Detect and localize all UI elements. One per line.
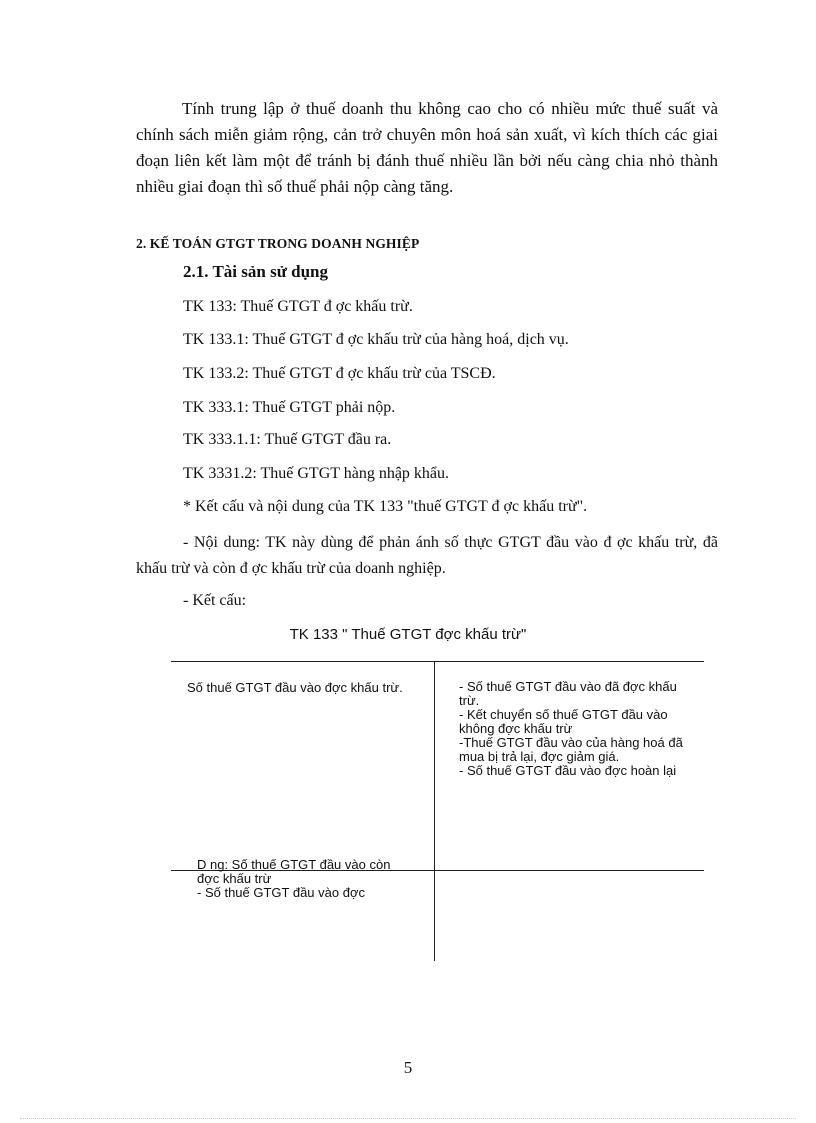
intro-paragraph: Tính trung lập ở thuế doanh thu không cao cho có nhiều mức thuế suất và chính sách miễn giảm rộng, cản trở chuyên môn hoá sản xuất, vì kích thích các giai đoạn liên kết làm một để tránh bị đánh thuế nhiều lần bởi nếu càng chia nhỏ thành nhiều giai đoạn thì số thuế phải nộp càng tăng. bbox=[136, 99, 718, 196]
t-account-title: TK 133 " Thuế GTGT đợc khấu trừ" bbox=[289, 626, 527, 643]
page-number: 5 bbox=[403, 1058, 413, 1077]
credit-entry: -Thuế GTGT đầu vào của hàng hoá đã mua bị trả lại, đợc giảm giá. bbox=[459, 735, 683, 764]
t-account-divider bbox=[434, 661, 435, 961]
t-account-balance bbox=[197, 858, 409, 900]
page-bottom-dotted-rule bbox=[20, 1118, 796, 1119]
credit-entry: - Số thuế GTGT đầu vào đã đợc khấu trừ. bbox=[459, 679, 677, 708]
structure-label: - Kết cấu: bbox=[183, 592, 247, 609]
account-line: TK 133: Thuế GTGT đ ợc khấu trừ. bbox=[183, 298, 413, 315]
account-line: TK 333.1: Thuế GTGT phải nộp. bbox=[183, 399, 396, 416]
balance-line: D ng: Số thuế GTGT đầu vào còn đợc khấu trừ bbox=[197, 857, 391, 886]
structure-note: * Kết cấu và nội dung của TK 133 "thuế GTGT đ ợc khấu trừ". bbox=[183, 498, 588, 515]
content-paragraph: - Nội dung: TK này dùng để phản ánh số thực GTGT đầu vào đ ợc khấu trừ, đã khấu trừ và còn đ ợc khấu trừ của doanh nghiệp. bbox=[136, 534, 718, 577]
section-heading: 2. KẾ TOÁN GTGT TRONG DOANH NGHIỆP bbox=[136, 236, 420, 251]
t-account-debit-entry: Số thuế GTGT đầu vào đợc khấu trừ. bbox=[187, 680, 403, 695]
account-line: TK 133.1: Thuế GTGT đ ợc khấu trừ của hàng hoá, dịch vụ. bbox=[183, 331, 569, 348]
account-line: TK 3331.2: Thuế GTGT hàng nhập khẩu. bbox=[183, 465, 450, 482]
account-line: TK 333.1.1: Thuế GTGT đầu ra. bbox=[183, 431, 392, 448]
balance-line: - Số thuế GTGT đầu vào đợc bbox=[197, 885, 365, 900]
credit-entry: - Số thuế GTGT đầu vào đợc hoàn lại bbox=[459, 763, 677, 778]
account-line: TK 133.2: Thuế GTGT đ ợc khấu trừ của TSCĐ. bbox=[183, 365, 496, 382]
credit-entry: - Kết chuyển số thuế GTGT đầu vào không đợc khấu trừ bbox=[459, 707, 668, 736]
subsection-heading: 2.1. Tài sản sử dụng bbox=[183, 262, 329, 281]
t-account-credit-column bbox=[459, 680, 687, 778]
t-account-top-rule bbox=[171, 661, 704, 662]
